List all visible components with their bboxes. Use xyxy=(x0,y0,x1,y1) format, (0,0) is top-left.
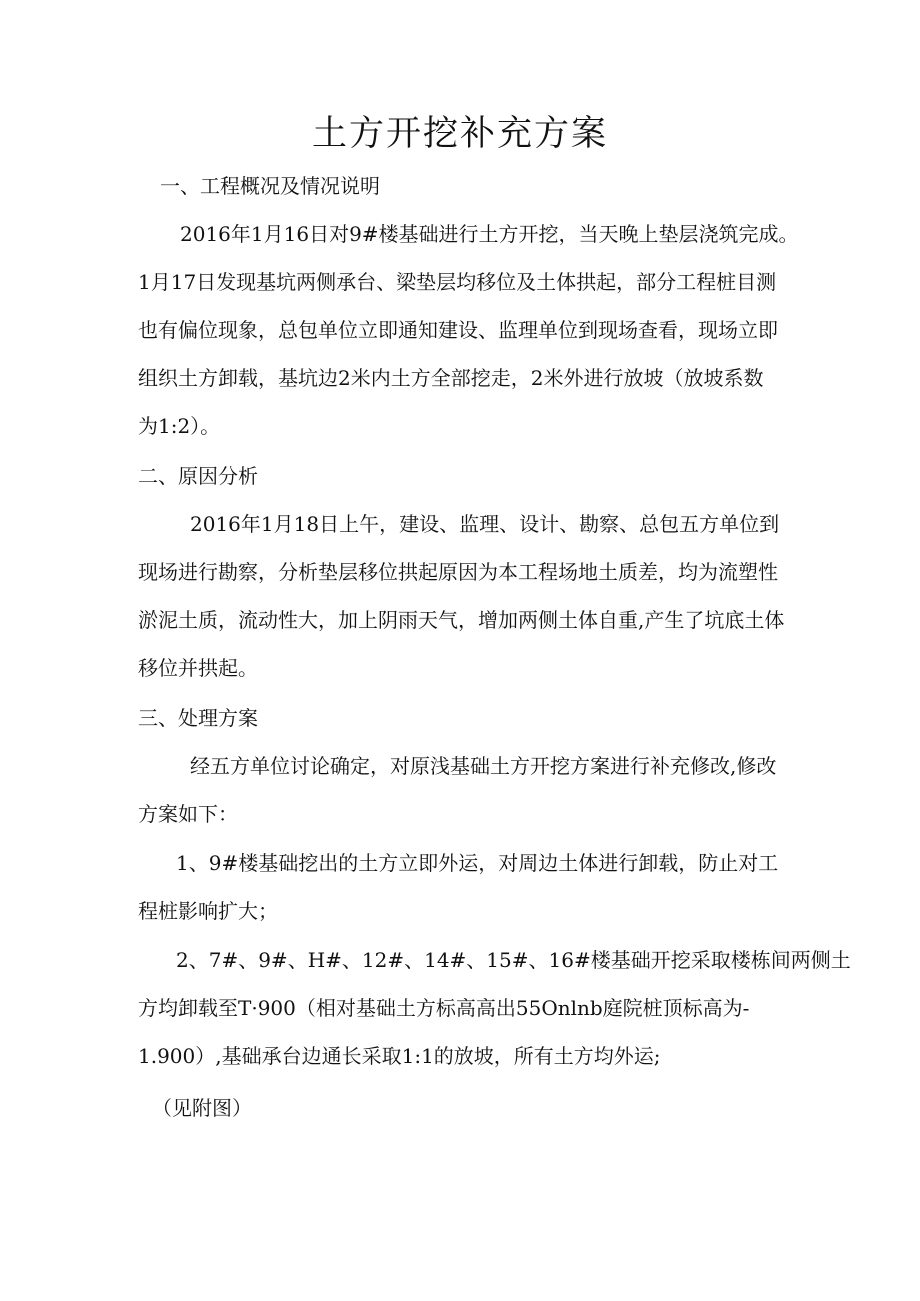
section1-line-5: 为1:2）。 xyxy=(138,414,221,438)
attachment-note: （见附图） xyxy=(152,1096,252,1120)
section1-line-4: 组织土方卸载，基坑边2米内土方全部挖走，2米外进行放坡（放坡系数 xyxy=(138,366,764,390)
section2-line-2: 现场进行勘察，分析垫层移位拱起原因为本工程场地土质差，均为流塑性 xyxy=(138,560,778,584)
section2-heading: 二、原因分析 xyxy=(138,464,258,488)
section1-line-2: 1月17日发现基坑两侧承台、梁垫层均移位及土体拱起，部分工程桩目测 xyxy=(138,270,777,294)
section3-item-1 xyxy=(138,839,788,935)
section3-item-2-line-1: 2、7#、9#、H#、12#、14#、15#、16#楼基础开挖采取楼栋间两侧土 xyxy=(176,948,851,972)
section3-item-1-line-1: 1、9#楼基础挖出的土方立即外运，对周边土体进行卸载，防止对工 xyxy=(176,851,779,875)
document-title: 土方开挖补充方案 xyxy=(311,114,608,154)
section3-item-2 xyxy=(138,936,851,1080)
section3-item-2-line-3: 1.900）,基础承台边通长采取1:1的放坡，所有土方均外运; xyxy=(138,1044,661,1068)
section2-line-4: 移位并拱起。 xyxy=(138,656,258,680)
section3-item-1-line-2: 程桩影响扩大； xyxy=(138,899,278,923)
section3-intro xyxy=(138,742,788,838)
section3-intro-line-1: 经五方单位讨论确定，对原浅基础土方开挖方案进行补充修改,修改 xyxy=(190,754,777,778)
section1-paragraph xyxy=(138,210,799,450)
section3-item-2-line-2: 方均卸载至T·900（相对基础土方标高高出55Onlnb庭院桩顶标高为- xyxy=(138,996,750,1020)
section1-line-3: 也有偏位现象，总包单位立即通知建设、监理单位到现场查看，现场立即 xyxy=(138,318,778,342)
section3-heading: 三、处理方案 xyxy=(138,706,258,730)
section2-paragraph xyxy=(138,500,788,692)
section1-line-1: 2016年1月16日对9#楼基础进行土方开挖，当天晚上垫层浇筑完成。 xyxy=(180,222,799,246)
section2-line-3: 淤泥土质，流动性大，加上阴雨天气，增加两侧土体自重,产生了坑底土体 xyxy=(138,608,785,632)
section2-line-1: 2016年1月18日上午，建设、监理、设计、勘察、总包五方单位到 xyxy=(190,512,780,536)
section3-intro-line-2: 方案如下： xyxy=(138,802,238,826)
section1-heading: 一、工程概况及情况说明 xyxy=(160,174,380,198)
